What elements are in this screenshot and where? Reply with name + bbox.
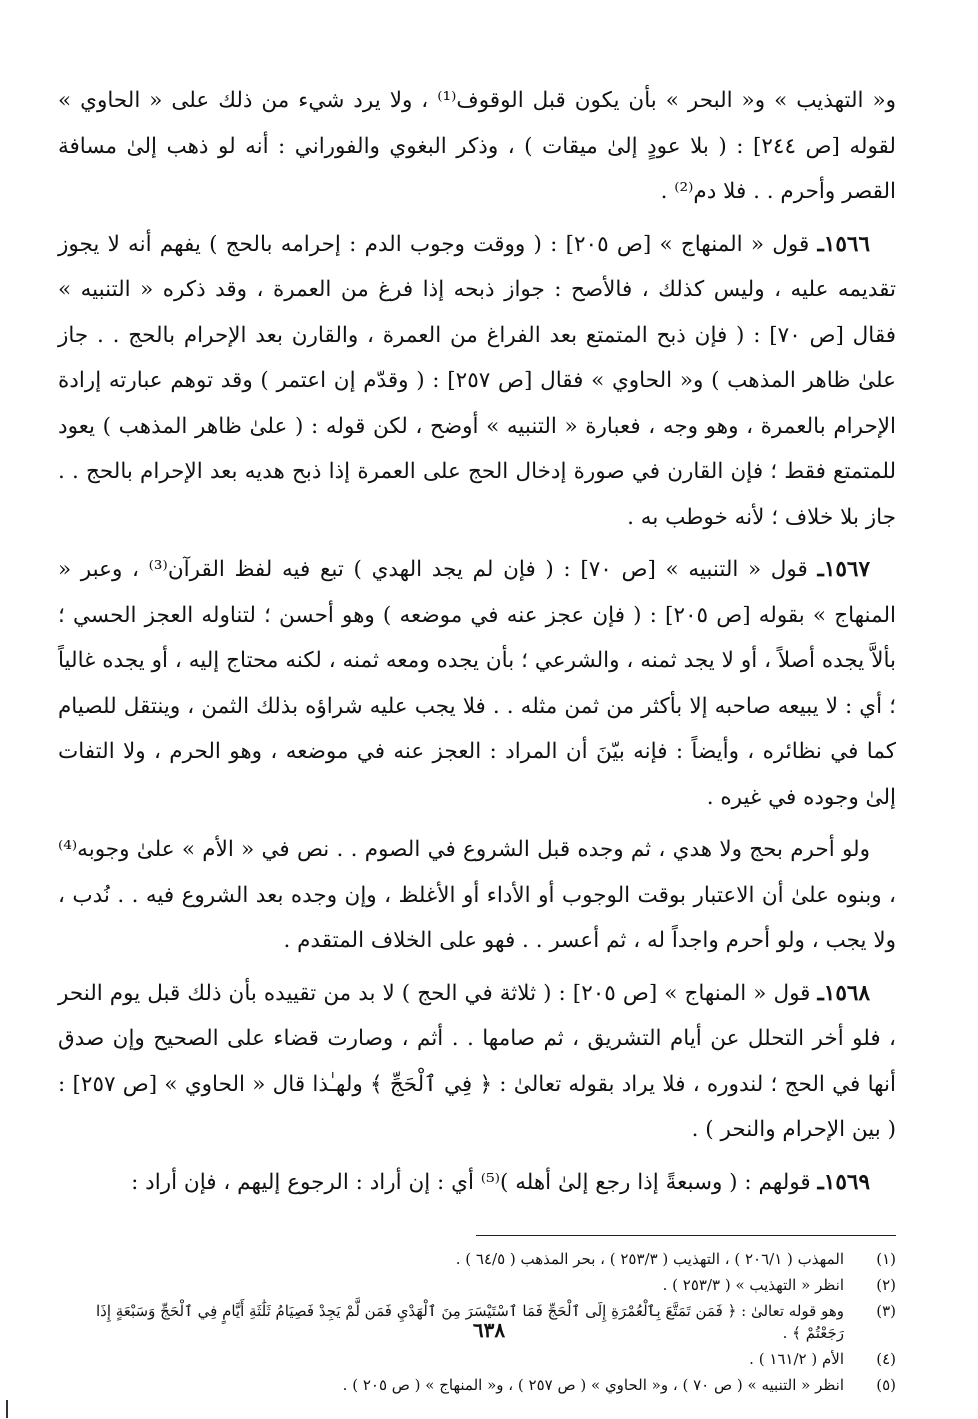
paragraph-text: قول « المنهاج » [ص ٢٠٥] : ( ثلاثة في الحج ) لا بد من تقييده بأن ذلك قبل يوم النحر ، فلو أخر التحلل عن أيام التشريق ، ثم صامها . . أثم ، وصارت قضاء على الصحيح وإن صدق أنها في الحج ؛ لندوره ، فلا يراد بقوله تعالىٰ : ﴿ فِي ٱلْحَجِّ ﴾ ولهـٰذا قال « الحاوي » [ص ٢٥٧] : ( بين الإحرام والنحر ) . (58, 980, 896, 1142)
footnote-text: المهذب ( ٢٠٦/١ ) ، التهذيب ( ٢٥٣/٣ ) ، بحر المذهب ( ٦٤/٥ ) . (455, 1250, 844, 1268)
paragraph-text: ولو أحرم بحج ولا هدي ، ثم وجده قبل الشروع في الصوم . . نص في « الأم » علىٰ وجوبه⁽⁴⁾ ، وبنوه علىٰ أن الاعتبار بوقت الوجوب أو الأداء أو الأغلظ ، وإن وجده بعد الشروع فيه . . نُدب ، ولا يجب ، ولو أحرم واجداً له ، ثم أعسر . . فهو على الخلاف المتقدم . (58, 837, 896, 953)
paragraph-1567 (58, 547, 896, 820)
footnote-text: انظر « التهذيب » ( ٢٥٣/٣ ) . (662, 1276, 844, 1294)
footnote-item (58, 1248, 896, 1270)
footnote-number: (٥) (876, 1376, 896, 1394)
paragraph-1566 (58, 222, 896, 541)
footnote-text: الأم ( ١٦١/٢ ) . (749, 1350, 844, 1368)
footnote-item (58, 1348, 896, 1370)
paragraph-text: قول « المنهاج » [ص ٢٠٥] : ( ووقت وجوب الدم : إحرامه بالحج ) يفهم أنه لا يجوز تقديمه عليه ، وليس كذلك ، فالأصح : جواز ذبحه إذا فرغ من العمرة ، وقد ذكره « التنبيه » فقال [ص ٧٠] : ( فإن ذبح المتمتع بعد الفراغ من العمرة ، والقارن بعد الإحرام بالحج . . جاز علىٰ ظاهر المذهب ) و« الحاوي » فقال [ص ٢٥٧] : ( وقدّم إن اعتمر ) وقد توهم عبارته إرادة الإحرام بالعمرة ، وهو وجه ، فعبارة « التنبيه » أوضح ، لكن قوله : ( علىٰ ظاهر المذهب ) يعود للمتمتع فقط ؛ فإن القارن في صورة إدخال الحج على العمرة إذا ذبح هديه بعد الإحرام بالحج . . جاز بلا خلاف ؛ لأنه خوطب به . (58, 231, 897, 530)
footnote-item (58, 1274, 896, 1296)
page-number: ٦٣٨ (472, 1318, 506, 1342)
footnote-item (58, 1374, 896, 1396)
scan-edge-mark (6, 1400, 8, 1418)
footnote-number: (٣) (876, 1302, 896, 1320)
paragraph-continuation (58, 78, 896, 215)
footnote-number: (٤) (876, 1350, 896, 1368)
footnote-text: انظر « التنبيه » ( ص ٧٠ ) ، و« الحاوي » ( ص ٢٥٧ ) ، و« المنهاج » ( ص ٢٠٥ ) . (342, 1376, 844, 1394)
paragraph-1569 (58, 1160, 896, 1206)
footnote-number: (١) (876, 1250, 896, 1268)
paragraph-number: ١٥٦٦ـ (817, 231, 870, 257)
paragraph-number: ١٥٦٧ـ (817, 557, 871, 582)
body-text (58, 78, 896, 1205)
paragraph-text: قول « التنبيه » [ص ٧٠] : ( فإن لم يجد الهدي ) تبع فيه لفظ القرآن⁽³⁾ ، وعبر « المنهاج » بقوله [ص ٢٠٥] : ( فإن عجز عنه في موضعه ) وهو أحسن ؛ لتناوله العجز الحسي ؛ بألاَّ يجده أصلاً ، أو لا يجد ثمنه ، والشرعي ؛ بأن يجده ومعه ثمنه ، لكنه محتاج إليه ، أو يجده غالياً ؛ أي : لا يبيعه صاحبه إلا بأكثر من ثمن مثله . . فلا يجب عليه شراؤه بذلك الثمن ، وينتقل للصيام كما في نظائره ، وأيضاً : فإنه بيّنَ أن المراد : العجز عنه في موضعه ، وهو الحرم ، ولا التفات إلىٰ وجوده في غيره . (58, 557, 896, 810)
paragraph-unnumbered (58, 827, 896, 964)
paragraph-1568 (58, 971, 896, 1153)
paragraph-text: و« التهذيب » و« البحر » بأن يكون قبل الوقوف⁽¹⁾ ، ولا يرد شيء من ذلك على « الحاوي » لقوله [ص ٢٤٤] : ( بلا عودٍ إلىٰ ميقات ) ، وذكر البغوي والفوراني : أنه لو ذهب إلىٰ مسافة القصر وأحرم . . فلا دم⁽²⁾ . (58, 88, 896, 204)
paragraph-number: ١٥٦٩ـ (817, 1169, 870, 1195)
paragraph-number: ١٥٦٨ـ (817, 980, 870, 1006)
footnote-text: وهو قوله تعالىٰ : ﴿ فَمَن تَمَتَّعَ بِٱلْعُمْرَةِ إِلَى ٱلْحَجِّ فَمَا ٱسْتَيْسَرَ مِنَ ٱلْهَدْيِ فَمَن لَّمْ يَجِدْ فَصِيَامُ ثَلَٰثَةِ أَيَّامٍ فِي ٱلْحَجِّ وَسَبْعَةٍ إِذَا رَجَعْتُمْ ﴾ . (95, 1302, 844, 1342)
footnote-number: (٢) (876, 1276, 896, 1294)
paragraph-text: قولهم : ( وسبعةً إذا رجع إلىٰ أهله )⁽⁵⁾ أي : إن أراد : الرجوع إليهم ، فإن أراد : (131, 1169, 811, 1195)
footnote-divider (476, 1235, 896, 1236)
